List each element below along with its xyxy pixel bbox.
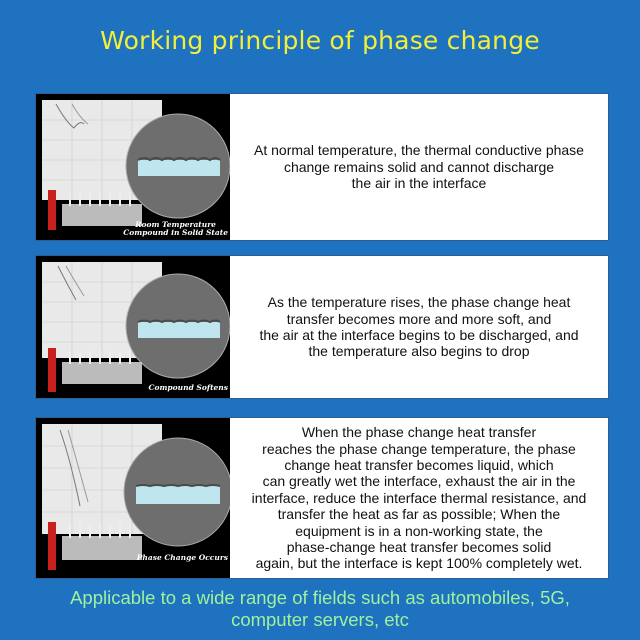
stage-description-text: When the phase change heat transfer reaches the phase change temperature, the phase change heat transfer becomes liquid, which can greatly wet the interface, exhaust the air in the interface, reduce the interface thermal resistance, and transfer the heat as far as possible; When the equipment is in a non-working state, the phase-change heat transfer becomes solid again, but the interface is kept 100% completely wet. (251, 424, 587, 572)
diagram-caption: Phase Change Occurs (136, 553, 228, 562)
stage-panel-compound-softens (36, 256, 608, 398)
diagram-caption: Room Temperature Compound in Solid State (123, 220, 228, 237)
stage-description (230, 418, 608, 578)
room-temperature-diagram (36, 94, 230, 240)
stage-description (230, 256, 608, 398)
page-title: Working principle of phase change (100, 26, 540, 55)
phase-change-illustration (36, 94, 230, 240)
phase-change-occurs-diagram (36, 418, 230, 578)
stage-description-text: As the temperature rises, the phase change heat transfer becomes more and more soft, and the air at the interface begins to be discharged, and the temperature also begins to drop (259, 294, 579, 360)
compound-softens-diagram (36, 256, 230, 398)
stage-panel-phase-change-occurs (36, 418, 608, 578)
stage-panel-room-temperature (36, 94, 608, 240)
phase-change-illustration (36, 256, 230, 398)
stage-description-text: At normal temperature, the thermal conductive phase change remains solid and cannot discharge the air in the interface (254, 142, 584, 192)
stage-description (230, 94, 608, 240)
applications-footer: Applicable to a wide range of fields such as automobiles, 5G, computer servers, etc (70, 587, 570, 630)
diagram-caption: Compound Softens (148, 383, 228, 392)
